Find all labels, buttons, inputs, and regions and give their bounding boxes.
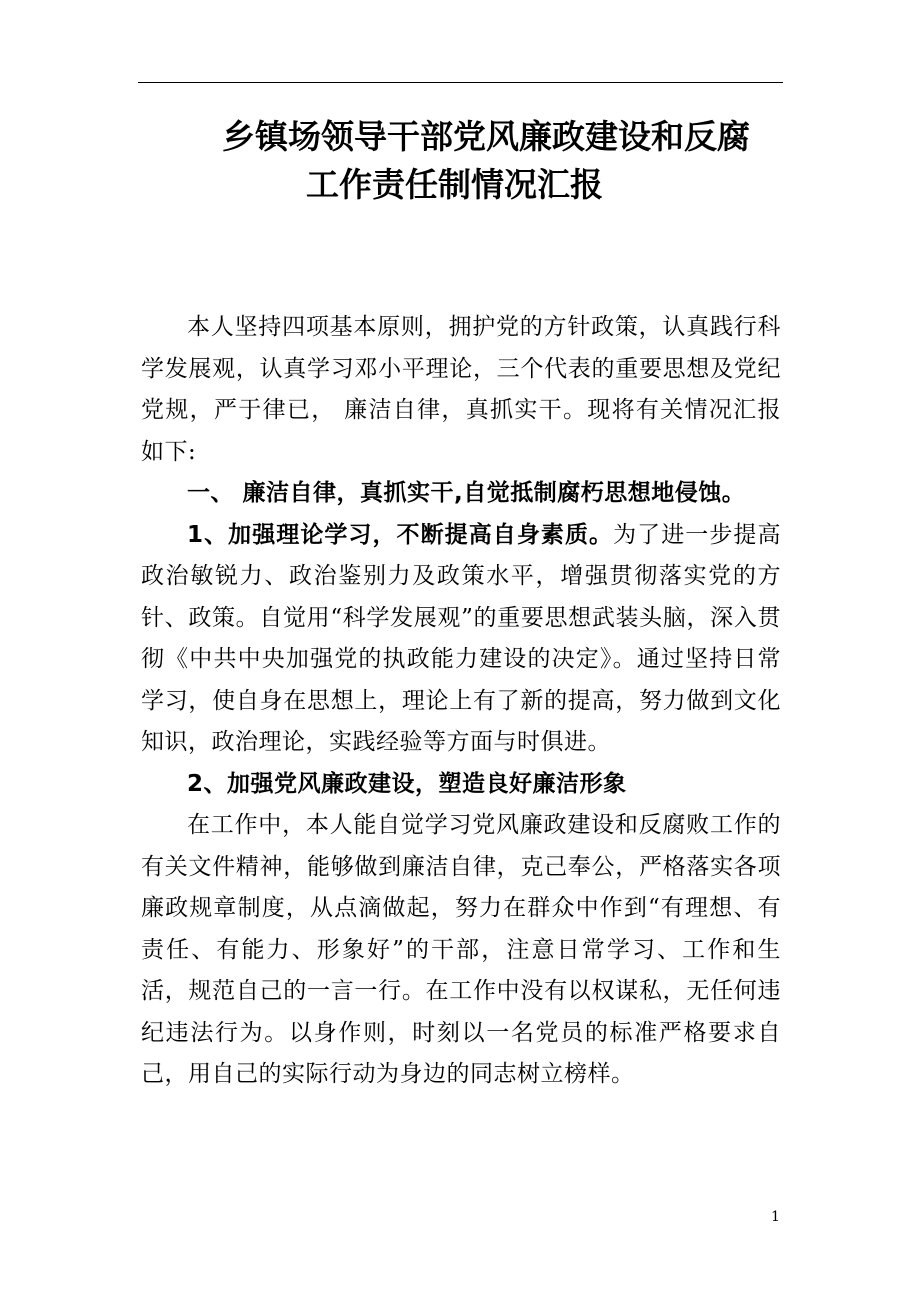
document-title-line-2: 工作责任制情况汇报 — [306, 165, 603, 204]
document-title-line-1: 乡镇场领导干部党风廉政建设和反腐 — [222, 117, 750, 156]
header-rule — [138, 82, 783, 83]
section-1-heading: 一、 廉洁自律，真抓实干,自觉抵制腐朽思想地侵蚀。 — [187, 480, 746, 506]
document-body — [141, 307, 781, 1096]
page-number: 1 — [771, 1209, 780, 1225]
point-1-paragraph — [141, 515, 781, 764]
intro-paragraph: 本人坚持四项基本原则，拥护党的方针政策，认真践行科学发展观，认真学习邓小平理论，三个代表的重要思想及党纪党规，严于律已， 廉洁自律，真抓实干。现将有关情况汇报如下: — [141, 314, 781, 465]
point-1-lead: 1、加强理论学习，不断提高自身素质。 — [187, 521, 614, 548]
point-1-body: 为了进一步提高政治敏锐力、政治鉴别力及政策水平，增强贯彻落实党的方针、政策。自觉用“科学发展观”的重要思想武装头脑，深入贯彻《中共中央加强党的执政能力建设的决定》。通过坚持日常学习，使自身在思想上，理论上有了新的提高，努力做到文化知识，政治理论，实践经验等方面与时俱进。 — [141, 521, 781, 755]
point-2-heading: 2、加强党风廉政建设，塑造良好廉洁形象 — [187, 770, 627, 797]
point-2-paragraph: 在工作中，本人能自觉学习党风廉政建设和反腐败工作的有关文件精神，能够做到廉洁自律，克己奉公，严格落实各项廉政规章制度，从点滴做起，努力在群众中作到“有理想、有责任、有能力、形象好”的干部，注意日常学习、工作和生活，规范自己的一言一行。在工作中没有以权谋私，无任何违纪违法行为。以身作则，时刻以一名党员的标准严格要求自己，用自己的实际行动为身边的同志树立榜样。 — [141, 812, 781, 1087]
